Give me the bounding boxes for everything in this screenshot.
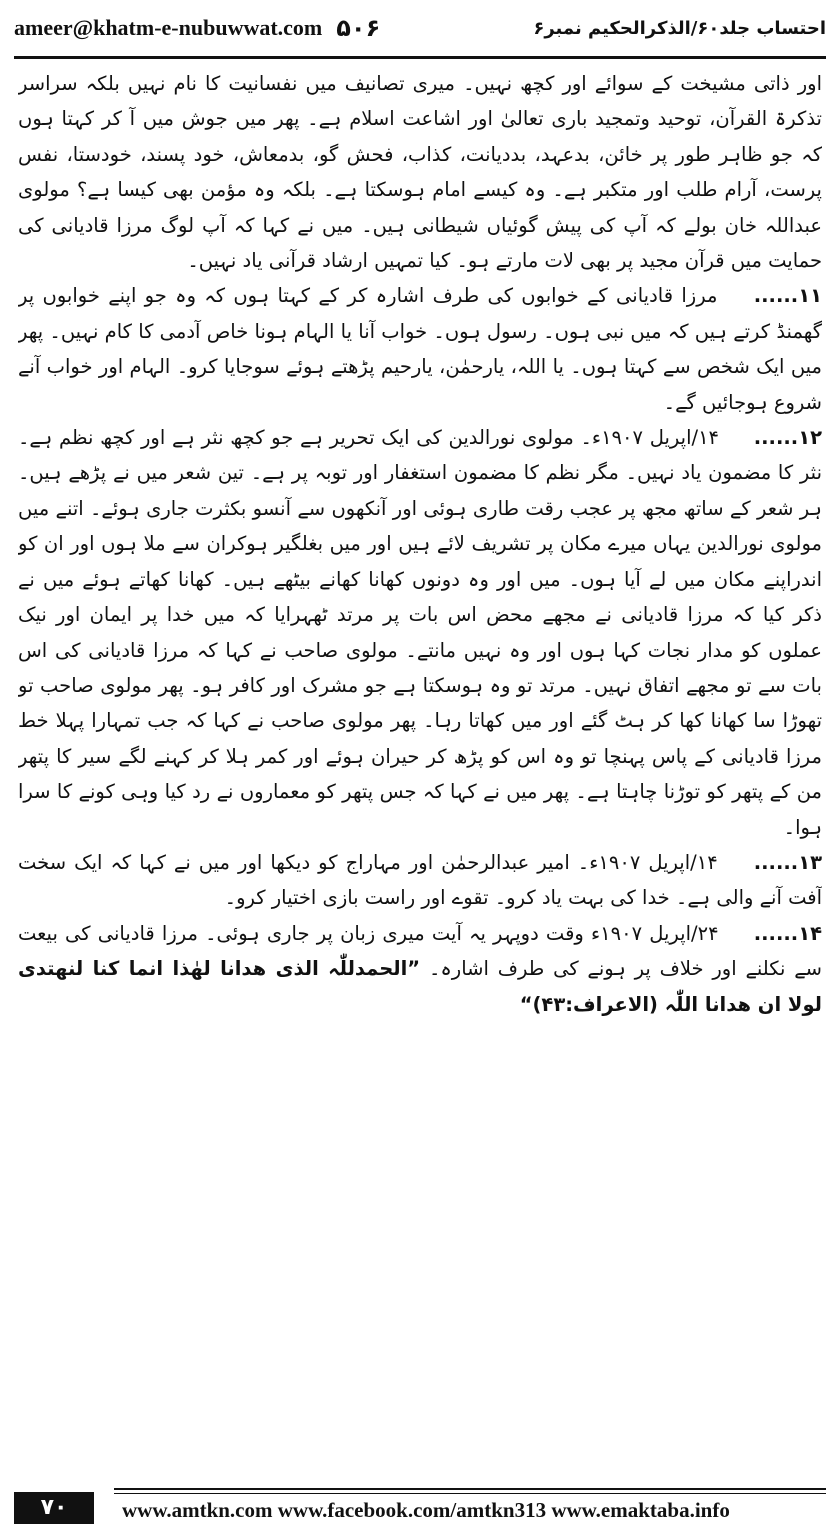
paragraph-13 bbox=[18, 845, 822, 916]
paragraph-continuation bbox=[18, 66, 822, 278]
paragraph-number: ۱۴...... bbox=[753, 921, 822, 945]
quranic-verse: ”الحمدللّٰہ الذی ھدانا لھٰذا انما کنا لنھتدی لولا ان ھدانا اللّٰہ (الاعراف:۴۳)“ bbox=[18, 957, 822, 1016]
page-body bbox=[18, 66, 822, 1460]
paragraph-text: اور ذاتی مشیخت کے سوائے اور کچھ نہیں۔ میری تصانیف میں نفسانیت کا نام نہیں بلکہ سراسر تذکرۃ القرآن، توحید وتمجید باری تعالیٰ اور اشاعت اسلام ہے۔ پھر میں جوش میں آ کر کہتا ہوں کہ جو ظاہر طور پر خائن، بدعہد، بددیانت، کذاب، فحش گو، بدمعاش، خود پسند، خودستا، نفس پرست، آرام طلب اور متکبر ہے۔ وہ کیسے امام ہوسکتا ہے۔ بلکہ وہ مؤمن بھی کیسا ہے؟ مولوی عبداللہ خان بولے کہ آپ کی پیش گوئیاں شیطانی ہیں۔ میں نے کہا کہ آپ لوگ مرزا قادیانی کی حمایت میں قرآن مجید پر بھی لات مارتے ہو۔ کیا تمہیں ارشاد قرآنی یاد نہیں۔ bbox=[18, 72, 822, 273]
footer-links[interactable]: www.amtkn.com www.facebook.com/amtkn313 www.emaktaba.info bbox=[122, 1498, 730, 1522]
header-rule bbox=[14, 56, 826, 59]
paragraph-text: ۱۴/اپریل ۱۹۰۷ء۔ مولوی نورالدین کی ایک تحریر ہے جو کچھ نثر ہے اور کچھ نظم ہے۔ نثر کا مضمون یاد نہیں۔ مگر نظم کا مضمون استغفار اور توبہ پر ہے۔ تین شعر میں نے پڑھے ہیں۔ ہر شعر کے ساتھ مجھ پر عجب رقت طاری ہوئی اور آنکھوں سے آنسو بکثرت جاری ہوئے۔ اتنے میں مولوی نورالدین یہاں میرے مکان پر تشریف لائے ہیں اور میں بغلگیر ہوکران سے ملا ہوں اور ان کو اندراپنے مکان میں لے آیا ہوں۔ میں اور وہ دونوں کھانا کھانے بیٹھے ہیں۔ کھانا کھاتے ہوئے میں نے ذکر کیا کہ مرزا قادیانی نے مجھے محض اس بات پر مرتد ٹھہرایا کہ میں خدا پر ایمان اور نیک عملوں کو مدار نجات کہا ہوں اور وہ نہیں مانتے۔ مولوی صاحب نے کہا کہ مرزا قادیانی کی اس بات سے تو مجھے اتفاق نہیں۔ مرتد تو وہ ہوسکتا ہے جو مشرک اور کافر ہو۔ پھر مولوی صاحب تو تھوڑا سا کھانا کھا کر ہٹ گئے اور میں کھاتا رہا۔ پھر مولوی صاحب نے کہا کہ جب تمہارا پہلا خط مرزا قادیانی کے پاس پہنچا تو وہ اس کو پڑھ کر حیران ہوئے اور کمر ہلا کر کہنے لگے سیر کا پتھر من کے پتھر کو توڑنا چاہتا ہے۔ پھر میں نے کہا کہ جس پتھر کو معماروں نے رد کیا وہی کونے کا سرا ہوا۔ bbox=[18, 426, 822, 839]
paragraph-text: مرزا قادیانی کے خوابوں کی طرف اشارہ کر کے کہتا ہوں کہ وہ جو اپنے خوابوں پر گھمنڈ کرتے ہیں کہ میں نبی ہوں۔ رسول ہوں۔ خواب آنا یا الہام ہونا خاص آدمی کا کام نہیں۔ پھر میں ایک شخص سے کہتا ہوں۔ یا اللہ، یارحمٰن، یارحیم پڑھتے ہوئے سوجایا کرو۔ الہام اور خواب آنے شروع ہوجائیں گے۔ bbox=[18, 284, 822, 414]
running-title: احتساب جلد۶۰/الذکرالحکیم نمبر۶ bbox=[533, 17, 826, 39]
paragraph-text: ۲۴/اپریل ۱۹۰۷ء وقت دوپہر یہ آیت میری زبان پر جاری ہوئی۔ مرزا قادیانی کی بیعت سے نکلنے اور خلاف پر ہونے کی طرف اشارہ۔ bbox=[18, 921, 822, 981]
footer-page-counter: ۷۰ bbox=[14, 1492, 94, 1524]
paragraph-11 bbox=[18, 278, 822, 420]
paragraph-text: ۱۴/اپریل ۱۹۰۷ء۔ امیر عبدالرحمٰن اور مہاراج کو دیکھا اور میں نے کہا کہ ایک سخت آفت آنے والی ہے۔ خدا کی بہت یاد کرو۔ تقوے اور راست بازی اختیار کرو۔ bbox=[18, 850, 822, 910]
page-footer bbox=[14, 1488, 826, 1528]
footer-rule bbox=[114, 1488, 826, 1490]
paragraph-number: ۱۱...... bbox=[753, 284, 822, 308]
paragraph-14 bbox=[18, 916, 822, 1022]
page-header bbox=[14, 8, 826, 48]
footer-rule-thin bbox=[114, 1493, 826, 1494]
paragraph-number: ۱۲...... bbox=[753, 426, 822, 450]
header-email[interactable]: ameer@khatm-e-nubuwwat.com bbox=[14, 15, 323, 40]
header-page-number: ۵۰۶ bbox=[336, 14, 381, 42]
paragraph-number: ۱۳...... bbox=[753, 850, 822, 874]
header-left bbox=[14, 14, 380, 42]
paragraph-12 bbox=[18, 420, 822, 845]
